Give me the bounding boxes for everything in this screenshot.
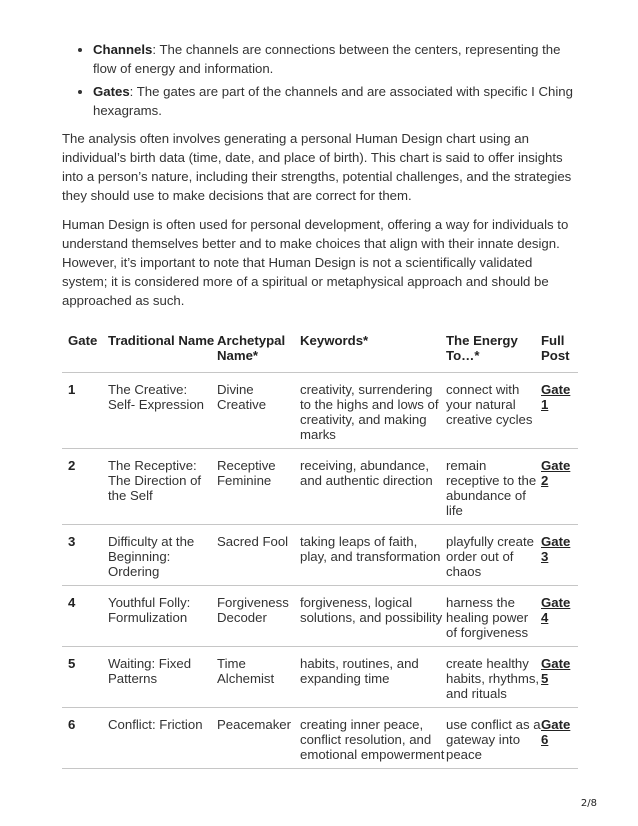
full-post-cell [541,586,578,647]
gate-number: 5 [62,647,108,708]
archetypal-name: Divine Creative [217,373,300,449]
link-number: 5 [541,671,549,686]
gate-6-link[interactable] [541,717,570,747]
energy-to: remain receptive to the abundance of life [446,449,541,525]
link-number: 6 [541,732,549,747]
table-row [62,647,578,708]
definition-list [62,40,578,120]
list-item-gates [93,82,578,120]
keywords: creating inner peace, conflict resolution, and emotional empowerment [300,708,446,769]
full-post-cell [541,373,578,449]
traditional-name: Difficulty at the Beginning: Ordering [108,525,217,586]
header-traditional-name: Traditional Name [108,325,217,373]
full-post-cell [541,647,578,708]
gates-table [62,325,578,769]
table-header-row [62,325,578,373]
energy-to: create healthy habits, rhythms, and rituals [446,647,541,708]
full-post-cell [541,449,578,525]
header-keywords: Keywords* [300,325,446,373]
keywords: creativity, surrendering to the highs and lows of creativity, and making marks [300,373,446,449]
keywords: receiving, abundance, and authentic direction [300,449,446,525]
table-row [62,525,578,586]
keywords: taking leaps of faith, play, and transformation [300,525,446,586]
link-number: 1 [541,397,549,412]
archetypal-name: Forgiveness Decoder [217,586,300,647]
energy-to: use conflict as a gateway into peace [446,708,541,769]
energy-to: playfully create order out of chaos [446,525,541,586]
traditional-name: Conflict: Friction [108,708,217,769]
gate-number: 2 [62,449,108,525]
gate-3-link[interactable] [541,534,570,564]
archetypal-name: Peacemaker [217,708,300,769]
gate-2-link[interactable] [541,458,570,488]
link-word: Gate [541,595,571,610]
gate-5-link[interactable] [541,656,570,686]
gate-number: 6 [62,708,108,769]
archetypal-name: Time Alchemist [217,647,300,708]
full-post-cell [541,525,578,586]
table-row [62,708,578,769]
link-number: 3 [541,549,549,564]
traditional-name: The Creative: Self- Expression [108,373,217,449]
link-word: Gate [541,458,571,473]
list-item-channels [93,40,578,78]
traditional-name: Youthful Folly: Formulization [108,586,217,647]
link-word: Gate [541,656,571,671]
energy-to: connect with your natural creative cycles [446,373,541,449]
table-row [62,586,578,647]
gate-1-link[interactable] [541,382,570,412]
term-channels: Channels [93,42,153,57]
document-page [62,40,578,769]
table-row [62,449,578,525]
link-word: Gate [541,534,571,549]
definition-channels: : The channels are connections between the centers, representing the flow of energy and information. [93,42,561,76]
page-number: 2/8 [580,798,597,809]
traditional-name: Waiting: Fixed Patterns [108,647,217,708]
archetypal-name: Sacred Fool [217,525,300,586]
gate-number: 4 [62,586,108,647]
archetypal-name: Receptive Feminine [217,449,300,525]
header-gate: Gate [62,325,108,373]
term-gates: Gates [93,84,130,99]
link-word: Gate [541,382,571,397]
gate-4-link[interactable] [541,595,570,625]
link-word: Gate [541,717,571,732]
gate-number: 3 [62,525,108,586]
full-post-cell [541,708,578,769]
definition-gates: : The gates are part of the channels and are associated with specific I Ching hexagrams. [93,84,573,118]
traditional-name: The Receptive: The Direction of the Self [108,449,217,525]
keywords: forgiveness, logical solutions, and possibility [300,586,446,647]
header-archetypal-name: Archetypal Name* [217,325,300,373]
keywords: habits, routines, and expanding time [300,647,446,708]
table-row [62,373,578,449]
energy-to: harness the healing power of forgiveness [446,586,541,647]
header-full-post: Full Post [541,325,578,373]
paragraph-personal-development: Human Design is often used for personal development, offering a way for individuals to understand themselves better and to make choices that align with their innate design. However, it’s important to note that Human Design is not a scientifically validated system; it is considered more of a spiritual or metaphysical approach and should be approached as such. [62,217,569,308]
link-number: 2 [541,473,549,488]
gate-number: 1 [62,373,108,449]
header-energy-to: The Energy To…* [446,325,541,373]
link-number: 4 [541,610,549,625]
paragraph-analysis: The analysis often involves generating a personal Human Design chart using an individual’s birth data (time, date, and place of birth). This chart is said to offer insights into a person’s nature, including their strengths, potential challenges, and the strategies they should use to make decisions that are correct for them. [62,131,572,203]
